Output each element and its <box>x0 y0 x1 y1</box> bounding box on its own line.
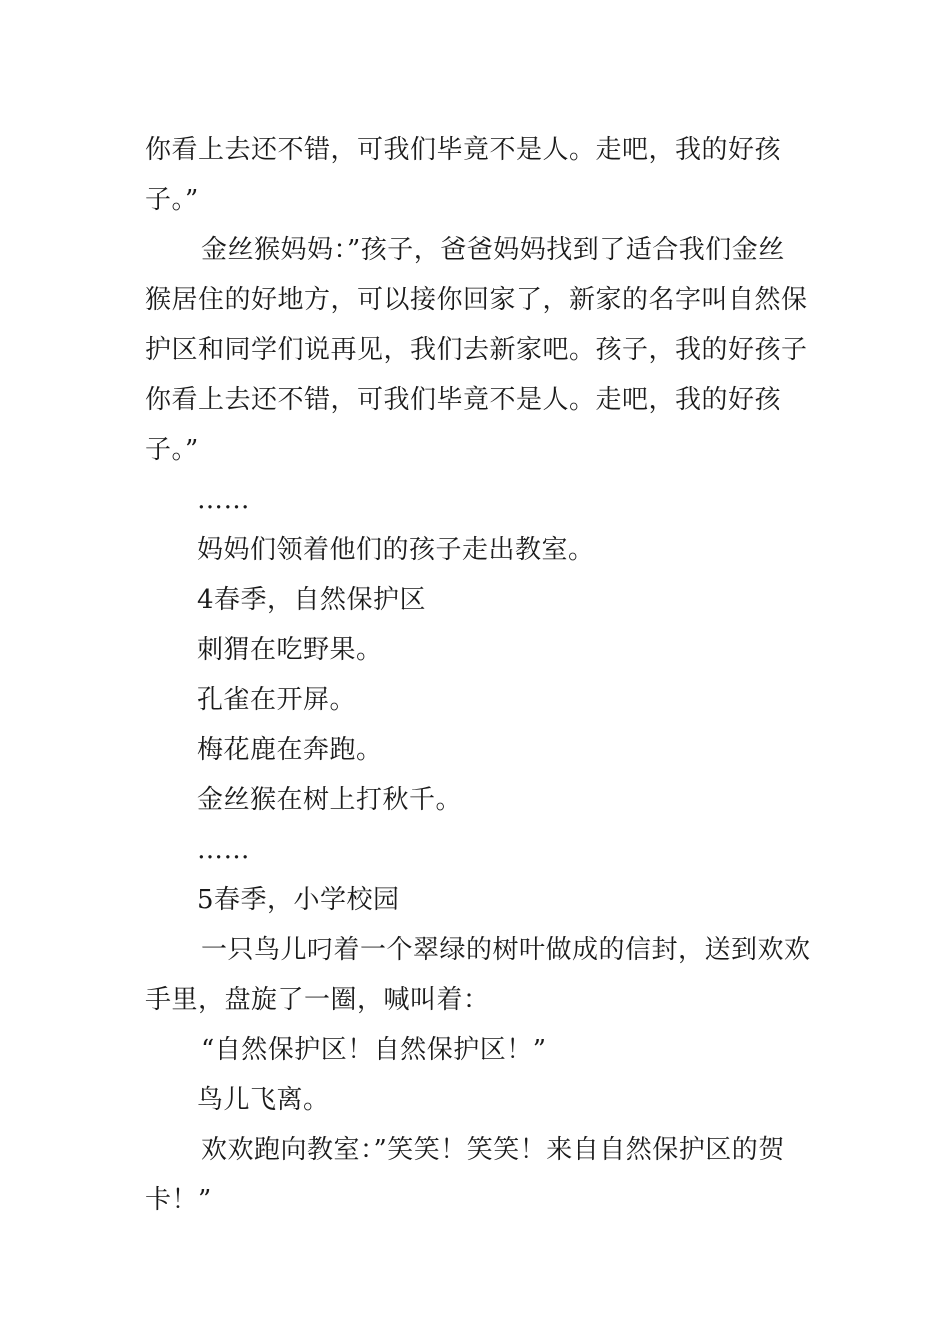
text-line: 金丝猴在树上打秋千。 <box>197 785 463 815</box>
text-line: 鸟儿飞离。 <box>197 1085 330 1115</box>
text-line: 你看上去还不错，可我们毕竟不是人。走吧，我的好孩 <box>145 385 782 415</box>
text-line: 卡！” <box>145 1185 212 1215</box>
text-line: 刺猬在吃野果。 <box>197 635 383 665</box>
text-line: 手里，盘旋了一圈，喊叫着： <box>145 985 490 1015</box>
text-line: 护区和同学们说再见，我们去新家吧。孩子，我的好孩子 <box>145 335 808 365</box>
text-line: “自然保护区！自然保护区！” <box>201 1035 547 1065</box>
text-line: 子。” <box>145 435 199 465</box>
text-line: 妈妈们领着他们的孩子走出教室。 <box>197 535 595 565</box>
text-line: 梅花鹿在奔跑。 <box>197 735 383 765</box>
text-line: 欢欢跑向教室：”笑笑！笑笑！来自自然保护区的贺 <box>201 1135 785 1165</box>
text-line: 子。” <box>145 185 199 215</box>
scene-heading: 4春季，自然保护区 <box>197 585 427 615</box>
ellipsis-line: …… <box>197 485 250 515</box>
text-line: 猴居住的好地方，可以接你回家了，新家的名字叫自然保 <box>145 285 808 315</box>
text-line: 孔雀在开屏。 <box>197 685 357 715</box>
text-line: 你看上去还不错，可我们毕竟不是人。走吧，我的好孩 <box>145 135 782 165</box>
ellipsis-line: …… <box>197 835 250 865</box>
document-body <box>145 125 810 1225</box>
text-line: 金丝猴妈妈：”孩子，爸爸妈妈找到了适合我们金丝 <box>201 235 785 265</box>
scene-heading: 5春季，小学校园 <box>197 885 400 915</box>
text-line: 一只鸟儿叼着一个翠绿的树叶做成的信封，送到欢欢 <box>201 935 811 965</box>
